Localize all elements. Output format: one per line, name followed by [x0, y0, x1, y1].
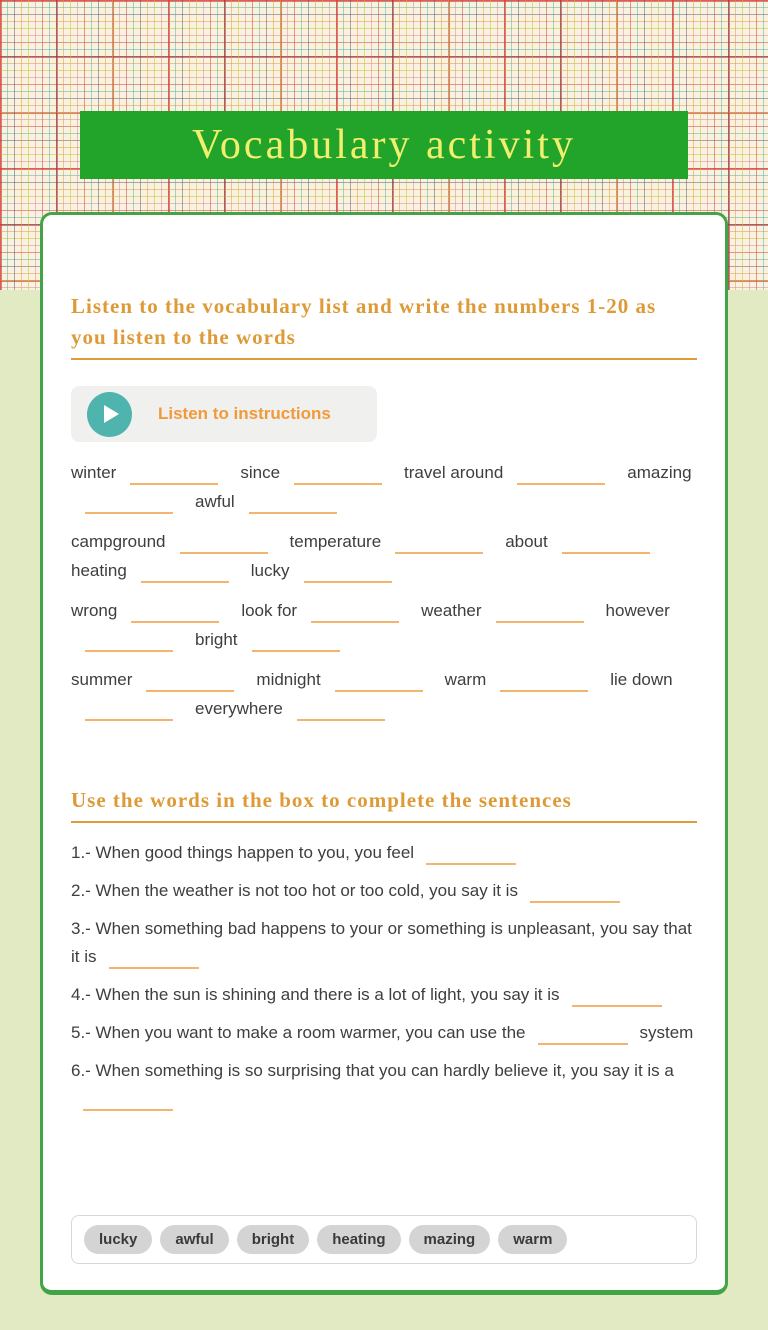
- answer-blank[interactable]: [572, 991, 662, 1007]
- word-bank-chip: heating: [317, 1225, 400, 1254]
- number-blank[interactable]: [252, 636, 340, 652]
- vocab-word: weather: [421, 601, 482, 620]
- number-blank[interactable]: [304, 567, 392, 583]
- word-bank-chip: awful: [160, 1225, 228, 1254]
- vocab-word: summer: [71, 670, 133, 689]
- vocab-word: since: [240, 463, 281, 482]
- sentence-item: [71, 839, 697, 867]
- page-title: Vocabulary activity: [192, 122, 576, 168]
- sentence-item: [71, 981, 697, 1009]
- word-bank-chip: warm: [498, 1225, 567, 1254]
- vocab-word: winter: [71, 463, 117, 482]
- section1-heading: Listen to the vocabulary list and write the numbers 1-20 as you listen to the words: [71, 294, 657, 349]
- vocab-word: look for: [241, 601, 298, 620]
- vocab-word: heating: [71, 561, 127, 580]
- vocab-word: lucky: [250, 561, 290, 580]
- number-blank[interactable]: [131, 607, 219, 623]
- word-bank-chip: bright: [237, 1225, 310, 1254]
- play-icon[interactable]: [87, 392, 132, 437]
- answer-blank[interactable]: [83, 1095, 173, 1111]
- number-blank[interactable]: [141, 567, 229, 583]
- vocab-word: travel around: [404, 463, 504, 482]
- number-blank[interactable]: [500, 676, 588, 692]
- number-blank[interactable]: [297, 705, 385, 721]
- number-blank[interactable]: [335, 676, 423, 692]
- vocab-word: campground: [71, 532, 166, 551]
- sentence-text: 1.- When good things happen to you, you feel: [71, 843, 415, 862]
- word-bank-chip: mazing: [409, 1225, 491, 1254]
- number-blank[interactable]: [395, 538, 483, 554]
- vocab-word: everywhere: [195, 699, 283, 718]
- sentence-item: [71, 1057, 697, 1113]
- word-bank-chip: lucky: [84, 1225, 152, 1254]
- section1-heading-underline: [71, 358, 697, 360]
- number-blank[interactable]: [180, 538, 268, 554]
- number-blank[interactable]: [517, 469, 605, 485]
- sentence-text: 4.- When the sun is shining and there is a lot of light, you say it is: [71, 985, 560, 1004]
- word-group: [71, 527, 697, 585]
- number-blank[interactable]: [249, 498, 337, 514]
- vocab-word: wrong: [71, 601, 118, 620]
- number-blank[interactable]: [85, 498, 173, 514]
- number-blank[interactable]: [311, 607, 399, 623]
- word-group: [71, 458, 697, 516]
- number-blank[interactable]: [496, 607, 584, 623]
- listen-button-label: Listen to instructions: [158, 404, 331, 423]
- sentence-text: 6.- When something is so surprising that you can hardly believe it, you say it is a: [71, 1061, 674, 1080]
- vocab-word: awful: [195, 492, 235, 511]
- vocab-word: lie down: [610, 670, 673, 689]
- sentence-text: 3.- When something bad happens to your or something is unpleasant, you say that it is: [71, 919, 692, 966]
- word-bank-box: [71, 1215, 697, 1264]
- number-blank[interactable]: [85, 636, 173, 652]
- vocab-word: about: [505, 532, 548, 551]
- vocab-word: warm: [444, 670, 487, 689]
- word-group: [71, 596, 697, 654]
- word-group: [71, 665, 697, 723]
- sentence-item: [71, 915, 697, 971]
- number-blank[interactable]: [562, 538, 650, 554]
- vocab-word: however: [605, 601, 670, 620]
- section2-heading: Use the words in the box to complete the sentences: [71, 788, 572, 812]
- answer-blank[interactable]: [530, 887, 620, 903]
- sentence-list: [71, 839, 697, 1113]
- vocab-word: temperature: [289, 532, 382, 551]
- answer-blank[interactable]: [426, 849, 516, 865]
- answer-blank[interactable]: [109, 953, 199, 969]
- vocab-word: bright: [195, 630, 238, 649]
- sentence-text: 2.- When the weather is not too hot or too cold, you say it is: [71, 881, 518, 900]
- vocab-word: midnight: [256, 670, 321, 689]
- sentence-item: [71, 877, 697, 905]
- worksheet-card: [40, 212, 728, 1295]
- sentence-text-after: system: [639, 1023, 694, 1042]
- number-blank[interactable]: [85, 705, 173, 721]
- number-blank[interactable]: [130, 469, 218, 485]
- vocab-word: amazing: [627, 463, 692, 482]
- section2-heading-underline: [71, 821, 697, 823]
- vocabulary-word-list: [71, 458, 697, 723]
- title-banner: [80, 111, 688, 179]
- listen-to-instructions-button[interactable]: [71, 386, 377, 442]
- sentence-text: 5.- When you want to make a room warmer, you can use the: [71, 1023, 526, 1042]
- number-blank[interactable]: [294, 469, 382, 485]
- number-blank[interactable]: [146, 676, 234, 692]
- play-triangle-icon: [104, 405, 119, 423]
- sentence-item: [71, 1019, 697, 1047]
- answer-blank[interactable]: [538, 1029, 628, 1045]
